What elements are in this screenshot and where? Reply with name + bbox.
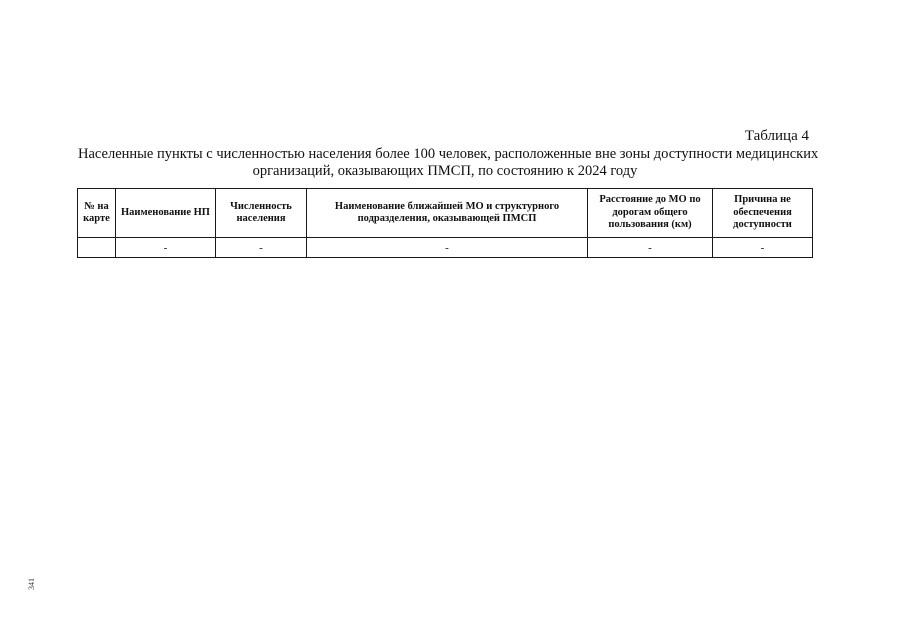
table-cell: -: [713, 238, 813, 258]
header-map-number: № на карте: [78, 189, 116, 238]
document-title: [78, 146, 819, 180]
table-number: Таблица 4: [744, 128, 809, 144]
header-reason: Причина не обеспечения доступности: [713, 189, 813, 238]
title-line-1: Населенные пункты с численностью населения более 100 человек, расположенные вне зоны доступности медицинских: [78, 146, 819, 162]
header-distance: Расстояние до МО по дорогам общего пользования (км): [588, 189, 713, 238]
header-population: Численность населения: [216, 189, 307, 238]
table-header-row: [78, 189, 813, 238]
table-cell: -: [307, 238, 588, 258]
table-cell: -: [588, 238, 713, 258]
table-cell: -: [116, 238, 216, 258]
data-table: [77, 188, 813, 258]
header-settlement-name: Наименование НП: [116, 189, 216, 238]
header-nearest-mo: Наименование ближайшей МО и структурного подразделения, оказывающей ПМСП: [307, 189, 588, 238]
table-cell: [78, 238, 116, 258]
title-line-2: организаций, оказывающих ПМСП, по состоянию к 2024 году: [252, 163, 638, 179]
page-side-mark: 341: [27, 578, 36, 590]
table-cell: -: [216, 238, 307, 258]
table-row: [78, 238, 813, 258]
